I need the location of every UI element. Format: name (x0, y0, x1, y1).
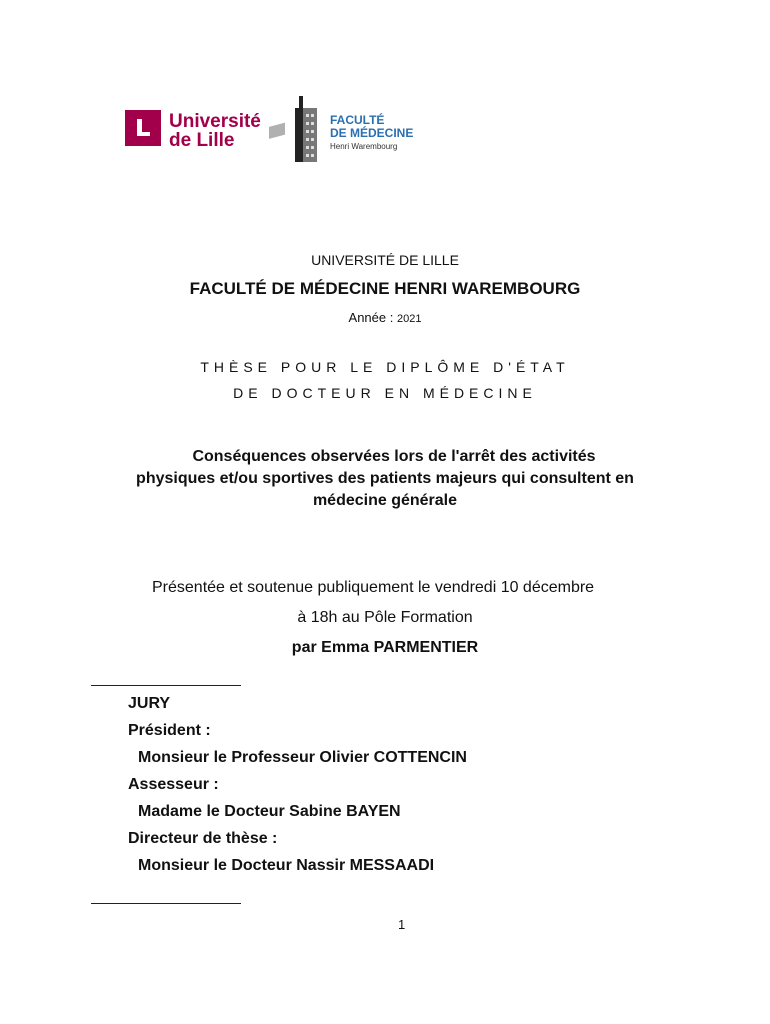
assessor-name: Madame le Docteur Sabine BAYEN (138, 803, 401, 820)
logo-right-line1: FACULTÉ (330, 113, 385, 127)
faculty-name: FACULTÉ DE MÉDECINE HENRI WAREMBOURG (189, 279, 581, 298)
faculte-building-logo-icon (265, 92, 325, 164)
thesis-heading-line1: THÈSE POUR LE DIPLÔME D'ÉTAT (200, 359, 570, 375)
jury-heading: JURY (128, 695, 171, 712)
thesis-title (100, 446, 670, 512)
academic-year (0, 310, 770, 325)
thesis-title-line1: Conséquences observées lors de l'arrêt des activités (192, 448, 596, 465)
divider-bottom (91, 903, 241, 904)
thesis-title-line3: médecine générale (312, 492, 458, 509)
divider-top (91, 685, 241, 686)
universite-de-lille-logo-text (169, 112, 261, 150)
assessor-label: Assesseur : (128, 776, 219, 793)
author-name: par Emma PARMENTIER (291, 639, 479, 656)
universite-de-lille-logo-icon (125, 110, 161, 146)
president-label: Président : (128, 722, 211, 739)
thesis-heading-line2: DE DOCTEUR EN MÉDECINE (233, 385, 537, 401)
director-name: Monsieur le Docteur Nassir MESSAADI (138, 857, 435, 874)
page-number: 1 (398, 917, 406, 932)
year-label: Année : (348, 310, 394, 325)
presentation-line1: Présentée et soutenue publiquement le vendredi 10 décembre (152, 579, 595, 596)
logo-left-line2: de Lille (169, 130, 235, 151)
thesis-title-line2: physiques et/ou sportives des patients majeurs qui consultent en (136, 470, 634, 487)
faculte-de-medecine-logo-text (330, 114, 413, 140)
logo-right-line2: DE MÉDECINE (330, 126, 414, 140)
logo-band (125, 92, 447, 164)
president-name: Monsieur le Professeur Olivier COTTENCIN (138, 749, 467, 766)
director-label: Directeur de thèse : (128, 830, 278, 847)
year-value: 2021 (396, 313, 422, 325)
logo-left-line1: Université (169, 111, 261, 132)
presentation-line2: à 18h au Pôle Formation (297, 609, 473, 626)
logo-right-line3: Henri Warembourg (330, 142, 398, 151)
university-name: UNIVERSITÉ DE LILLE (311, 252, 459, 268)
